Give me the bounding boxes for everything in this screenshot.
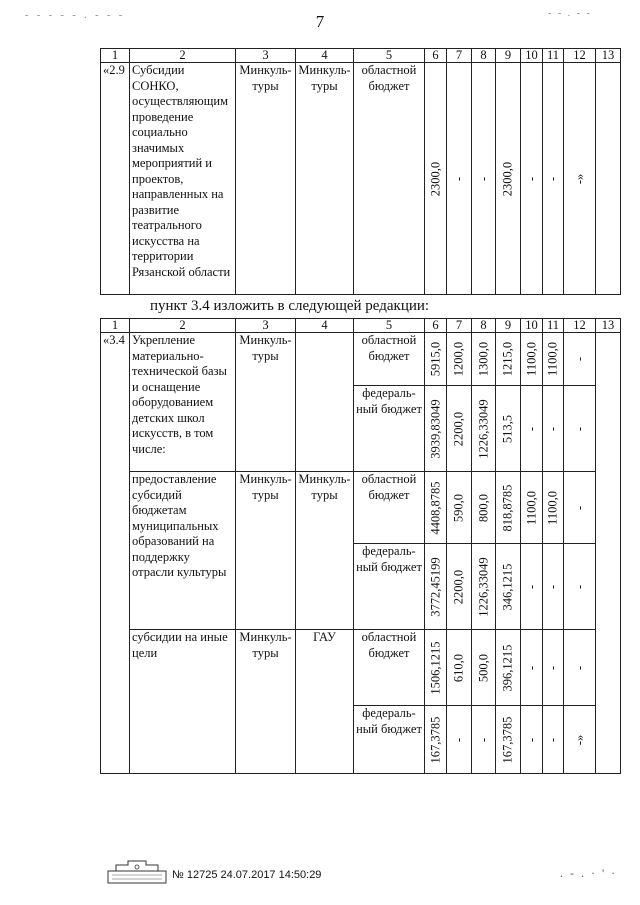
value-text: 800,0 xyxy=(475,493,490,522)
value-cell xyxy=(425,386,447,472)
value-text: 610,0 xyxy=(451,653,466,682)
value-cell xyxy=(472,472,496,544)
value-cell xyxy=(447,472,472,544)
source-cell: областной бюджет xyxy=(354,63,425,295)
value-text: - xyxy=(451,176,466,181)
value-cell xyxy=(472,544,496,630)
header-cell: 4 xyxy=(296,49,354,63)
top-left-scan-marks: - - - - - . - - - xyxy=(25,10,126,21)
value-text: - xyxy=(523,176,538,181)
value-text: - xyxy=(475,176,490,181)
value-text: - xyxy=(475,737,490,742)
row-name: предоставление субсидий бюджетам муниципальных образований на поддержку отрасли культуры xyxy=(130,472,236,630)
value-cell xyxy=(496,386,521,472)
header-cell: 3 xyxy=(236,49,296,63)
value-cell xyxy=(543,630,564,706)
value-cell xyxy=(521,333,543,386)
header-cell: 11 xyxy=(543,49,564,63)
header-cell: 8 xyxy=(472,319,496,333)
value-cell xyxy=(543,706,564,774)
header-cell: 8 xyxy=(472,49,496,63)
value-cell xyxy=(425,544,447,630)
value-text: - xyxy=(545,426,560,431)
header-cell: 12 xyxy=(564,319,596,333)
value-text: 1100,0 xyxy=(523,342,538,376)
value-cell xyxy=(564,472,596,544)
value-cell xyxy=(564,63,596,295)
value-text: - xyxy=(451,737,466,742)
value-text: 3939,83049 xyxy=(427,398,442,459)
value-cell xyxy=(425,472,447,544)
value-text: 2300,0 xyxy=(427,161,442,196)
value-text: 1100,0 xyxy=(545,342,560,376)
value-text: 3772,45199 xyxy=(427,556,442,617)
value-cell xyxy=(543,63,564,295)
value-cell xyxy=(564,544,596,630)
value-cell xyxy=(543,472,564,544)
value-text: - xyxy=(523,665,538,670)
value-text: 396,1215 xyxy=(500,644,515,691)
executor-cell: Минкуль-туры xyxy=(236,333,296,472)
header-cell: 6 xyxy=(425,49,447,63)
value-cell xyxy=(521,544,543,630)
header-cell: 4 xyxy=(296,319,354,333)
value-text: 500,0 xyxy=(475,653,490,682)
value-cell xyxy=(472,386,496,472)
header-cell: 10 xyxy=(521,319,543,333)
value-cell xyxy=(447,333,472,386)
value-text: 346,1215 xyxy=(500,563,515,610)
value-cell xyxy=(564,706,596,774)
value-cell xyxy=(496,706,521,774)
header-cell: 11 xyxy=(543,319,564,333)
value-cell xyxy=(564,333,596,386)
header-cell: 10 xyxy=(521,49,543,63)
row-name: субсидии на иные цели xyxy=(130,630,236,774)
value-text: - xyxy=(545,584,560,589)
source-cell: федераль-ный бюджет xyxy=(354,706,425,774)
value-cell xyxy=(472,706,496,774)
header-cell: 13 xyxy=(596,49,621,63)
value-cell xyxy=(521,63,543,295)
source-cell: областной бюджет xyxy=(354,630,425,706)
recipient-cell: Минкуль-туры xyxy=(296,472,354,630)
row-name: Субсидии СОНКО, осуществляющим проведение социально значимых мероприятий и проектов, направленных на развитие театрального искусства на территории Рязанской области xyxy=(130,63,236,295)
header-cell: 5 xyxy=(354,49,425,63)
executor-cell: Минкуль-туры xyxy=(236,63,296,295)
value-cell xyxy=(521,472,543,544)
value-text: 1226,33049 xyxy=(475,556,490,617)
header-cell: 9 xyxy=(496,319,521,333)
table-row xyxy=(101,472,621,544)
header-cell: 2 xyxy=(130,49,236,63)
value-text: 167,3785 xyxy=(427,716,442,763)
table-row-3-4 xyxy=(100,318,621,774)
value-text: 590,0 xyxy=(451,493,466,522)
value-cell xyxy=(447,544,472,630)
value-cell xyxy=(496,472,521,544)
header-cell: 9 xyxy=(496,49,521,63)
value-text: - xyxy=(571,426,586,431)
value-text: 1100,0 xyxy=(545,490,560,525)
value-text: 2200,0 xyxy=(451,411,466,446)
value-cell xyxy=(521,386,543,472)
value-text: 167,3785 xyxy=(500,716,515,763)
value-cell xyxy=(425,630,447,706)
value-cell xyxy=(447,63,472,295)
value-text: - xyxy=(571,665,586,670)
executor-cell: Минкуль-туры xyxy=(236,472,296,630)
value-cell xyxy=(447,706,472,774)
value-text: 1215,0 xyxy=(500,341,515,377)
header-cell: 5 xyxy=(354,319,425,333)
value-text: - xyxy=(545,737,560,742)
value-text: - xyxy=(571,505,586,510)
table-row-2-9 xyxy=(100,48,621,295)
value-cell xyxy=(447,630,472,706)
recipient-cell: ГАУ xyxy=(296,630,354,774)
registration-stamp: № 12725 24.07.2017 14:50:29 xyxy=(172,869,322,881)
executor-cell: Минкуль-туры xyxy=(236,630,296,774)
value-cell xyxy=(472,333,496,386)
value-text: - xyxy=(523,584,538,589)
document-seal-icon xyxy=(106,857,168,887)
header-row xyxy=(101,49,621,63)
value-text: 818,8785 xyxy=(500,484,515,531)
value-text: 2200,0 xyxy=(451,569,466,604)
header-row xyxy=(101,319,621,333)
header-cell: 12 xyxy=(564,49,596,63)
header-cell: 1 xyxy=(101,319,130,333)
value-cell xyxy=(425,63,447,295)
value-cell xyxy=(564,630,596,706)
value-text: 4408,8785 xyxy=(427,480,442,535)
value-text: -» xyxy=(571,734,586,745)
value-text: 1300,0 xyxy=(475,341,490,377)
header-cell: 7 xyxy=(447,319,472,333)
source-cell: федераль-ный бюджет xyxy=(354,386,425,472)
table-row xyxy=(101,63,621,295)
source-cell: федераль-ный бюджет xyxy=(354,544,425,630)
value-cell xyxy=(425,333,447,386)
header-cell: 2 xyxy=(130,319,236,333)
table-row xyxy=(101,630,621,706)
value-text: 1100,0 xyxy=(523,490,538,525)
source-cell: областной бюджет xyxy=(354,472,425,544)
header-cell: 1 xyxy=(101,49,130,63)
value-text: -» xyxy=(571,173,586,184)
value-cell xyxy=(521,630,543,706)
value-text: 1226,33049 xyxy=(475,398,490,459)
recipient-cell xyxy=(296,333,354,472)
value-text: 1200,0 xyxy=(451,341,466,377)
value-text: - xyxy=(571,584,586,589)
empty-column-13 xyxy=(596,333,621,774)
empty-cell xyxy=(596,63,621,295)
top-right-scan-marks: - - . - - xyxy=(548,8,592,19)
value-cell xyxy=(496,544,521,630)
value-text: 5915,0 xyxy=(427,341,442,377)
value-cell xyxy=(447,386,472,472)
value-cell xyxy=(425,706,447,774)
row-number: «3.4 xyxy=(101,333,130,774)
value-cell xyxy=(472,630,496,706)
row-name: Укрепление материально-технической базы и оснащение оборудованием детских школ искусств, в том числе: xyxy=(130,333,236,472)
value-text: 2300,0 xyxy=(500,161,515,196)
value-text: - xyxy=(571,356,586,362)
value-text: 1506,1215 xyxy=(427,640,442,695)
value-text: - xyxy=(545,176,560,181)
recipient-cell: Минкуль-туры xyxy=(296,63,354,295)
value-text: - xyxy=(545,665,560,670)
value-cell xyxy=(472,63,496,295)
value-cell xyxy=(543,386,564,472)
value-cell xyxy=(521,706,543,774)
value-text: - xyxy=(523,737,538,742)
header-cell: 7 xyxy=(447,49,472,63)
value-cell xyxy=(543,544,564,630)
page-number: 7 xyxy=(315,12,325,31)
value-cell xyxy=(564,386,596,472)
value-text: 513,5 xyxy=(500,414,515,443)
value-cell xyxy=(496,333,521,386)
instruction-text: пункт 3.4 изложить в следующей редакции: xyxy=(150,298,430,314)
value-cell xyxy=(496,63,521,295)
header-cell: 3 xyxy=(236,319,296,333)
header-cell: 6 xyxy=(425,319,447,333)
row-number: «2.9 xyxy=(101,63,130,295)
source-cell: областной бюджет xyxy=(354,333,425,386)
value-cell xyxy=(496,630,521,706)
header-cell: 13 xyxy=(596,319,621,333)
handwritten-mark: . - . · ' · xyxy=(560,866,618,880)
table-row xyxy=(101,333,621,386)
value-text: - xyxy=(523,426,538,431)
value-cell xyxy=(543,333,564,386)
